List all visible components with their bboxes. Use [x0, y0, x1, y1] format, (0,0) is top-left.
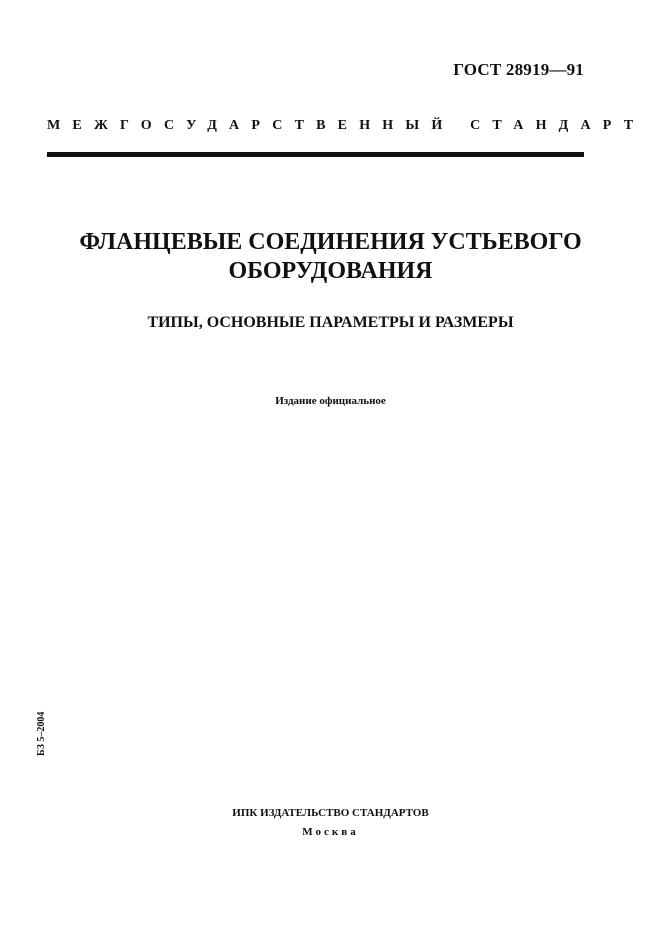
gost-number: ГОСТ 28919—91 — [453, 60, 584, 79]
side-code: БЗ 5–2004 — [36, 711, 47, 756]
publisher-name: ИПК ИЗДАТЕЛЬСТВО СТАНДАРТОВ — [232, 807, 429, 819]
document-subtitle: ТИПЫ, ОСНОВНЫЕ ПАРАМЕТРЫ И РАЗМЕРЫ — [147, 314, 514, 331]
header-divider — [47, 152, 584, 157]
document-title-line-1: ФЛАНЦЕВЫЕ СОЕДИНЕНИЯ УСТЬЕВОГО — [79, 229, 582, 255]
edition-note: Издание официальное — [275, 395, 386, 407]
document-title — [40, 228, 621, 286]
interstate-standard-label: МЕЖГОСУДАРСТВЕННЫЙ СТАНДАРТ — [47, 118, 646, 133]
publisher-city: Москва — [302, 826, 359, 838]
document-title-line-2: ОБОРУДОВАНИЯ — [228, 258, 433, 284]
